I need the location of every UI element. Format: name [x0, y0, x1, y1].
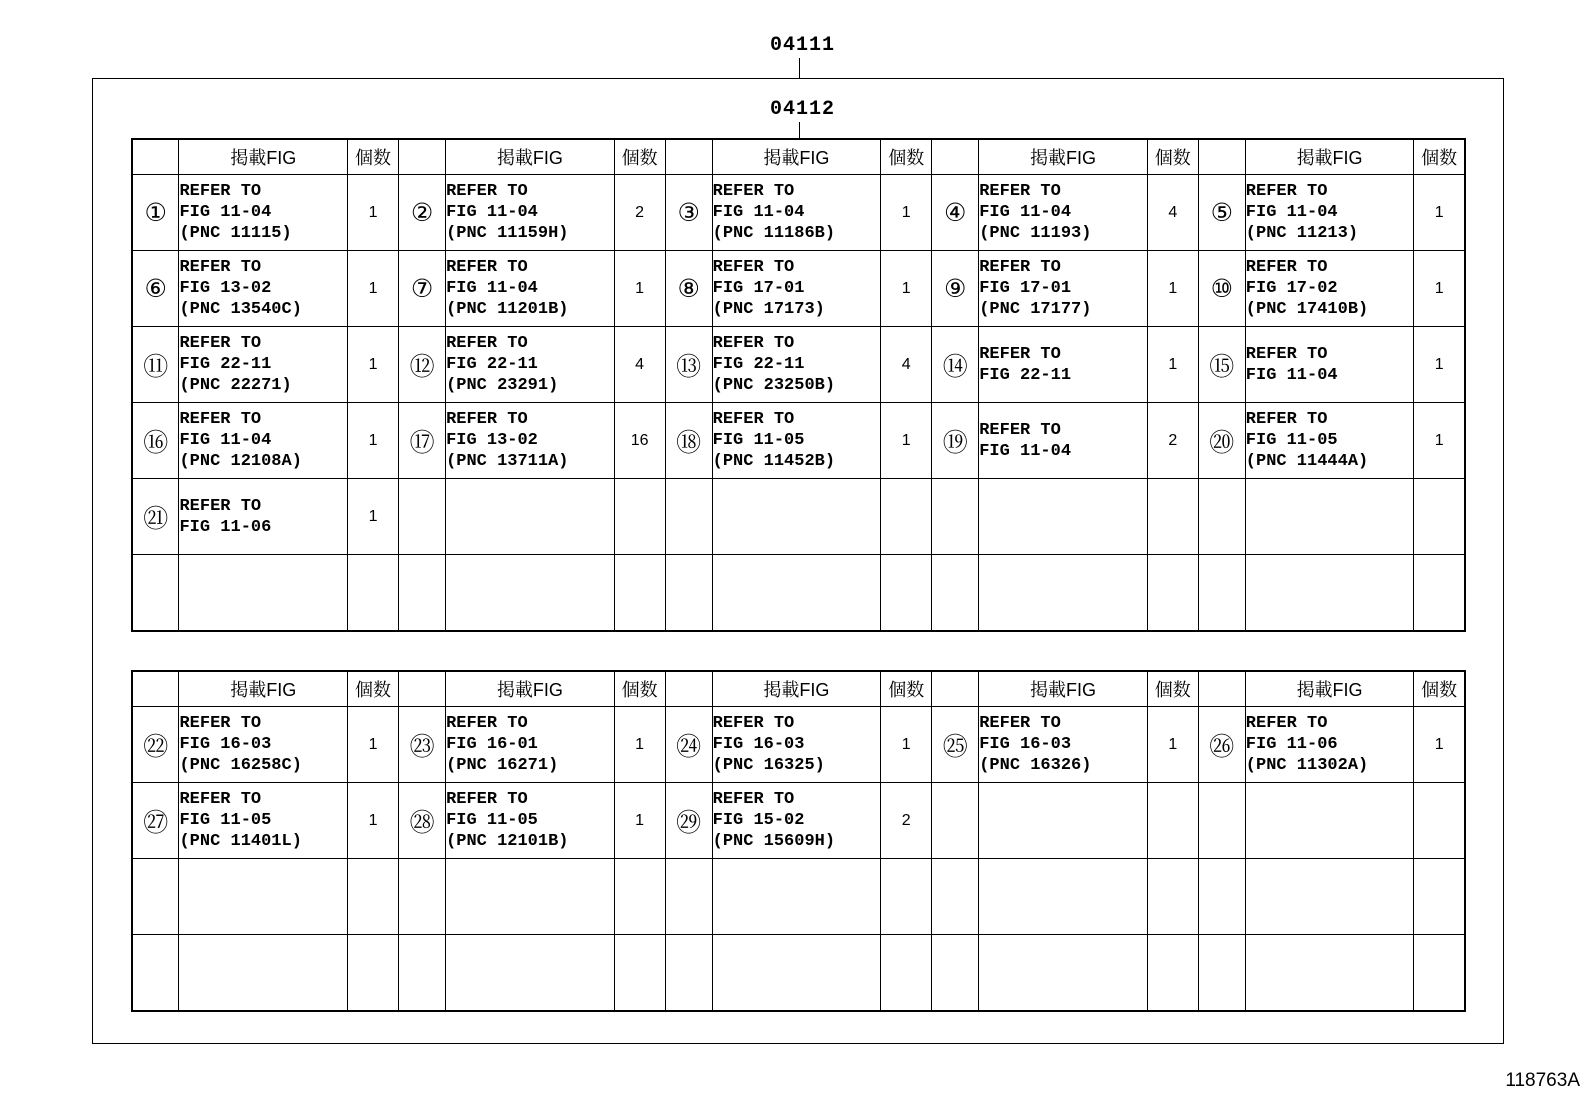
- fig-reference: [446, 403, 615, 479]
- item-number: [1198, 479, 1245, 555]
- quantity: 1: [1414, 251, 1465, 327]
- fig-reference: [446, 479, 615, 555]
- fig-reference-line: FIG 17-02: [1245, 279, 1338, 298]
- quantity: 1: [614, 783, 665, 859]
- table-row: [132, 783, 1465, 859]
- fig-reference-line: (PNC 11213): [1245, 224, 1359, 243]
- quantity: [881, 935, 932, 1012]
- quantity: 4: [881, 327, 932, 403]
- header-qty: 個数: [1414, 671, 1465, 707]
- fig-reference: [446, 935, 615, 1012]
- fig-reference: [179, 175, 348, 251]
- item-number: ⑳: [1198, 403, 1245, 479]
- header-row: [132, 671, 1465, 707]
- item-number: ⑥: [132, 251, 179, 327]
- fig-reference-line: (PNC 11115): [179, 224, 292, 243]
- fig-reference-line: REFER TO: [446, 714, 528, 733]
- item-number: ③: [665, 175, 712, 251]
- fig-reference: [712, 175, 881, 251]
- item-number: [932, 555, 979, 632]
- fig-reference-line: (PNC 11401L): [179, 832, 302, 851]
- inner-leader-line: [799, 122, 800, 139]
- table-row: [132, 555, 1465, 632]
- item-number: ①: [132, 175, 179, 251]
- header-qty: 個数: [348, 139, 399, 175]
- item-number: ⑫: [399, 327, 446, 403]
- fig-reference: [979, 935, 1148, 1012]
- fig-reference-line: (PNC 16271): [446, 756, 559, 775]
- fig-reference: [1245, 403, 1414, 479]
- item-number: [1198, 935, 1245, 1012]
- item-number: ㉒: [132, 707, 179, 783]
- fig-reference-line: (PNC 22271): [179, 376, 292, 395]
- item-number: ⑧: [665, 251, 712, 327]
- figure-id: 118763A: [1505, 1070, 1580, 1091]
- fig-reference-line: FIG 11-04: [979, 203, 1072, 222]
- item-number: ㉓: [399, 707, 446, 783]
- fig-reference-line: FIG 11-05: [179, 811, 272, 830]
- fig-reference-line: FIG 11-05: [446, 811, 538, 830]
- fig-reference: [979, 859, 1148, 935]
- fig-reference-line: REFER TO: [979, 344, 1061, 364]
- table-row: [132, 479, 1465, 555]
- fig-reference: [446, 859, 615, 935]
- header-qty: 個数: [1414, 139, 1465, 175]
- outer-leader-line: [799, 58, 800, 79]
- item-number: [932, 859, 979, 935]
- fig-reference-line: (PNC 11159H): [446, 224, 569, 243]
- item-number: [1198, 555, 1245, 632]
- header-fig: 掲載FIG: [446, 139, 615, 175]
- quantity: 1: [348, 707, 399, 783]
- fig-reference-line: (PNC 11302A): [1245, 756, 1369, 775]
- header-index-blank: [665, 139, 712, 175]
- fig-reference-line: REFER TO: [1245, 344, 1328, 364]
- fig-reference-line: REFER TO: [446, 334, 528, 353]
- fig-reference-line: REFER TO: [712, 714, 795, 733]
- fig-reference-line: FIG 11-04: [446, 203, 538, 222]
- fig-reference-line: (PNC 11452B): [712, 452, 836, 471]
- fig-reference-line: (PNC 16258C): [179, 756, 302, 775]
- item-number: [665, 479, 712, 555]
- fig-reference-line: REFER TO: [179, 258, 262, 277]
- fig-reference: [1245, 251, 1414, 327]
- fig-reference-line: (PNC 12108A): [179, 452, 302, 471]
- quantity: [1414, 859, 1465, 935]
- fig-reference-line: REFER TO: [1245, 258, 1328, 277]
- fig-reference: [179, 859, 348, 935]
- table-row: [132, 175, 1465, 251]
- quantity: 4: [614, 327, 665, 403]
- fig-reference-line: FIG 15-02: [712, 811, 805, 830]
- item-number: [665, 935, 712, 1012]
- item-number: ㉖: [1198, 707, 1245, 783]
- header-qty: 個数: [1147, 139, 1198, 175]
- fig-reference: [712, 707, 881, 783]
- header-qty: 個数: [1147, 671, 1198, 707]
- fig-reference-line: REFER TO: [712, 334, 795, 353]
- quantity: 1: [348, 479, 399, 555]
- header-fig: 掲載FIG: [1245, 139, 1414, 175]
- fig-reference-line: FIG 11-06: [1245, 735, 1338, 754]
- item-number: ⑯: [132, 403, 179, 479]
- fig-reference-line: FIG 11-05: [712, 431, 805, 450]
- table-row: [132, 327, 1465, 403]
- quantity: [348, 859, 399, 935]
- header-index-blank: [932, 671, 979, 707]
- fig-reference-line: (PNC 11193): [979, 224, 1092, 243]
- item-number: ㉗: [132, 783, 179, 859]
- fig-reference-line: FIG 11-04: [179, 431, 272, 450]
- item-number: ⑭: [932, 327, 979, 403]
- quantity: 1: [881, 251, 932, 327]
- fig-reference-line: REFER TO: [179, 182, 262, 201]
- fig-reference-line: FIG 11-04: [1245, 365, 1338, 385]
- header-index-blank: [132, 139, 179, 175]
- fig-reference-line: FIG 16-03: [979, 735, 1072, 754]
- fig-reference: [979, 555, 1148, 632]
- quantity: 16: [614, 403, 665, 479]
- item-number: ⑨: [932, 251, 979, 327]
- quantity: 1: [348, 175, 399, 251]
- quantity: [1147, 935, 1198, 1012]
- fig-reference: [1245, 859, 1414, 935]
- fig-reference-line: REFER TO: [1245, 714, 1328, 733]
- fig-reference: [446, 251, 615, 327]
- fig-reference: [446, 175, 615, 251]
- fig-reference: [979, 403, 1148, 479]
- fig-reference: [712, 327, 881, 403]
- item-number: ⑩: [1198, 251, 1245, 327]
- item-number: [932, 783, 979, 859]
- fig-reference: [979, 707, 1148, 783]
- fig-reference-line: (PNC 11444A): [1245, 452, 1369, 471]
- quantity: 1: [348, 783, 399, 859]
- item-number: [132, 859, 179, 935]
- header-fig: 掲載FIG: [1245, 671, 1414, 707]
- fig-reference: [179, 783, 348, 859]
- fig-reference: [712, 251, 881, 327]
- fig-reference-line: REFER TO: [712, 790, 795, 809]
- item-number: ⑦: [399, 251, 446, 327]
- fig-reference: [979, 327, 1148, 403]
- header-index-blank: [1198, 671, 1245, 707]
- header-fig: 掲載FIG: [712, 139, 881, 175]
- fig-reference: [446, 783, 615, 859]
- fig-reference-line: FIG 11-05: [1245, 431, 1338, 450]
- fig-reference: [179, 555, 348, 632]
- item-number: [399, 935, 446, 1012]
- quantity: [614, 859, 665, 935]
- fig-reference-line: (PNC 13711A): [446, 452, 569, 471]
- fig-reference-line: FIG 17-01: [979, 279, 1072, 298]
- item-number: ⑰: [399, 403, 446, 479]
- fig-reference: [446, 327, 615, 403]
- header-fig: 掲載FIG: [979, 671, 1148, 707]
- header-fig: 掲載FIG: [446, 671, 615, 707]
- quantity: [881, 555, 932, 632]
- fig-reference-line: (PNC 17173): [712, 300, 825, 319]
- fig-reference-line: FIG 16-03: [712, 735, 805, 754]
- fig-reference: [1245, 479, 1414, 555]
- item-number: [1198, 783, 1245, 859]
- fig-reference: [979, 251, 1148, 327]
- quantity: 1: [881, 403, 932, 479]
- fig-reference-line: (PNC 11186B): [712, 224, 836, 243]
- quantity: [1147, 555, 1198, 632]
- quantity: [881, 479, 932, 555]
- item-number: [399, 479, 446, 555]
- header-index-blank: [932, 139, 979, 175]
- quantity: 1: [1147, 251, 1198, 327]
- quantity: [1147, 783, 1198, 859]
- header-qty: 個数: [614, 139, 665, 175]
- header-index-blank: [399, 139, 446, 175]
- fig-reference: [1245, 707, 1414, 783]
- table-row: [132, 707, 1465, 783]
- item-number: ㉘: [399, 783, 446, 859]
- quantity: 1: [614, 251, 665, 327]
- item-number: [1198, 859, 1245, 935]
- fig-reference-line: FIG 13-02: [446, 431, 538, 450]
- fig-reference-line: (PNC 12101B): [446, 832, 569, 851]
- fig-reference-line: FIG 11-06: [179, 517, 272, 537]
- inner-part-number: 04112: [770, 98, 836, 121]
- fig-reference-line: REFER TO: [1245, 410, 1328, 429]
- fig-reference: [712, 783, 881, 859]
- fig-reference-line: (PNC 23250B): [712, 376, 836, 395]
- header-index-blank: [665, 671, 712, 707]
- fig-reference-line: (PNC 17410B): [1245, 300, 1369, 319]
- quantity: 2: [881, 783, 932, 859]
- header-qty: 個数: [348, 671, 399, 707]
- item-number: ㉕: [932, 707, 979, 783]
- item-number: [132, 555, 179, 632]
- item-number: [665, 555, 712, 632]
- table-row: [132, 251, 1465, 327]
- fig-reference-line: FIG 17-01: [712, 279, 805, 298]
- fig-reference: [179, 327, 348, 403]
- reference-table-lower: [131, 670, 1466, 1012]
- header-qty: 個数: [614, 671, 665, 707]
- header-fig: 掲載FIG: [979, 139, 1148, 175]
- fig-reference-line: (PNC 15609H): [712, 832, 836, 851]
- fig-reference-line: FIG 11-04: [979, 441, 1072, 461]
- fig-reference-line: FIG 22-11: [712, 355, 805, 374]
- fig-reference-line: REFER TO: [712, 410, 795, 429]
- fig-reference-line: (PNC 23291): [446, 376, 559, 395]
- quantity: [1414, 935, 1465, 1012]
- fig-reference: [179, 707, 348, 783]
- fig-reference: [712, 935, 881, 1012]
- quantity: [348, 555, 399, 632]
- item-number: ㉑: [132, 479, 179, 555]
- header-fig: 掲載FIG: [179, 671, 348, 707]
- fig-reference-line: REFER TO: [446, 790, 528, 809]
- item-number: ⑤: [1198, 175, 1245, 251]
- header-row: [132, 139, 1465, 175]
- item-number: ⑱: [665, 403, 712, 479]
- table-row: [132, 859, 1465, 935]
- fig-reference-line: REFER TO: [179, 410, 262, 429]
- quantity: [881, 859, 932, 935]
- outer-part-number: 04111: [770, 34, 836, 57]
- fig-reference-line: REFER TO: [446, 182, 528, 201]
- fig-reference-line: FIG 11-04: [179, 203, 272, 222]
- quantity: 1: [348, 251, 399, 327]
- quantity: [614, 479, 665, 555]
- fig-reference-line: FIG 22-11: [446, 355, 538, 374]
- item-number: [665, 859, 712, 935]
- fig-reference-line: FIG 16-03: [179, 735, 272, 754]
- quantity: 2: [614, 175, 665, 251]
- item-number: [132, 935, 179, 1012]
- quantity: [1414, 555, 1465, 632]
- fig-reference: [179, 251, 348, 327]
- fig-reference: [712, 403, 881, 479]
- quantity: 1: [614, 707, 665, 783]
- fig-reference-line: (PNC 11201B): [446, 300, 569, 319]
- table-row: [132, 403, 1465, 479]
- quantity: 1: [1414, 403, 1465, 479]
- item-number: [399, 555, 446, 632]
- header-fig: 掲載FIG: [712, 671, 881, 707]
- quantity: 1: [348, 327, 399, 403]
- fig-reference-line: (PNC 16325): [712, 756, 825, 775]
- quantity: [1147, 479, 1198, 555]
- fig-reference: [979, 479, 1148, 555]
- fig-reference-line: REFER TO: [979, 182, 1061, 201]
- fig-reference: [1245, 783, 1414, 859]
- quantity: 2: [1147, 403, 1198, 479]
- fig-reference-line: REFER TO: [979, 714, 1061, 733]
- fig-reference-line: FIG 11-04: [446, 279, 538, 298]
- fig-reference-line: REFER TO: [712, 182, 795, 201]
- fig-reference: [979, 175, 1148, 251]
- fig-reference-line: FIG 11-04: [712, 203, 805, 222]
- quantity: 1: [348, 403, 399, 479]
- fig-reference-line: FIG 13-02: [179, 279, 272, 298]
- quantity: [1414, 479, 1465, 555]
- fig-reference-line: REFER TO: [446, 258, 528, 277]
- fig-reference-line: (PNC 17177): [979, 300, 1092, 319]
- item-number: ㉙: [665, 783, 712, 859]
- table-row: [132, 935, 1465, 1012]
- quantity: 1: [1147, 707, 1198, 783]
- fig-reference-line: REFER TO: [179, 790, 262, 809]
- item-number: ㉔: [665, 707, 712, 783]
- fig-reference: [1245, 327, 1414, 403]
- fig-reference-line: REFER TO: [712, 258, 795, 277]
- quantity: [348, 935, 399, 1012]
- quantity: 1: [1147, 327, 1198, 403]
- fig-reference-line: (PNC 16326): [979, 756, 1092, 775]
- fig-reference-line: REFER TO: [446, 410, 528, 429]
- header-index-blank: [399, 671, 446, 707]
- fig-reference-line: REFER TO: [179, 714, 262, 733]
- fig-reference: [1245, 555, 1414, 632]
- item-number: ⑬: [665, 327, 712, 403]
- fig-reference-line: FIG 16-01: [446, 735, 538, 754]
- fig-reference: [179, 403, 348, 479]
- fig-reference-line: FIG 11-04: [1245, 203, 1338, 222]
- fig-reference: [446, 707, 615, 783]
- fig-reference-line: REFER TO: [179, 496, 262, 516]
- reference-table-upper: [131, 138, 1466, 632]
- quantity: 1: [1414, 327, 1465, 403]
- fig-reference: [1245, 175, 1414, 251]
- fig-reference-line: REFER TO: [979, 258, 1061, 277]
- fig-reference-line: REFER TO: [1245, 182, 1328, 201]
- fig-reference-line: FIG 22-11: [179, 355, 272, 374]
- item-number: ⑲: [932, 403, 979, 479]
- fig-reference: [1245, 935, 1414, 1012]
- item-number: ⑮: [1198, 327, 1245, 403]
- fig-reference: [446, 555, 615, 632]
- header-index-blank: [132, 671, 179, 707]
- fig-reference: [712, 555, 881, 632]
- quantity: [1414, 783, 1465, 859]
- header-qty: 個数: [881, 139, 932, 175]
- quantity: 1: [881, 707, 932, 783]
- fig-reference: [979, 783, 1148, 859]
- fig-reference: [179, 935, 348, 1012]
- item-number: ⑪: [132, 327, 179, 403]
- quantity: 1: [1414, 707, 1465, 783]
- item-number: ②: [399, 175, 446, 251]
- item-number: ④: [932, 175, 979, 251]
- item-number: [932, 935, 979, 1012]
- quantity: [614, 555, 665, 632]
- fig-reference-line: (PNC 13540C): [179, 300, 302, 319]
- header-fig: 掲載FIG: [179, 139, 348, 175]
- item-number: [932, 479, 979, 555]
- fig-reference-line: REFER TO: [179, 334, 262, 353]
- fig-reference-line: REFER TO: [979, 420, 1061, 440]
- quantity: 1: [881, 175, 932, 251]
- item-number: [399, 859, 446, 935]
- quantity: [1147, 859, 1198, 935]
- fig-reference: [712, 859, 881, 935]
- header-index-blank: [1198, 139, 1245, 175]
- quantity: 4: [1147, 175, 1198, 251]
- quantity: 1: [1414, 175, 1465, 251]
- header-qty: 個数: [881, 671, 932, 707]
- fig-reference: [179, 479, 348, 555]
- quantity: [614, 935, 665, 1012]
- fig-reference: [712, 479, 881, 555]
- fig-reference-line: FIG 22-11: [979, 365, 1072, 385]
